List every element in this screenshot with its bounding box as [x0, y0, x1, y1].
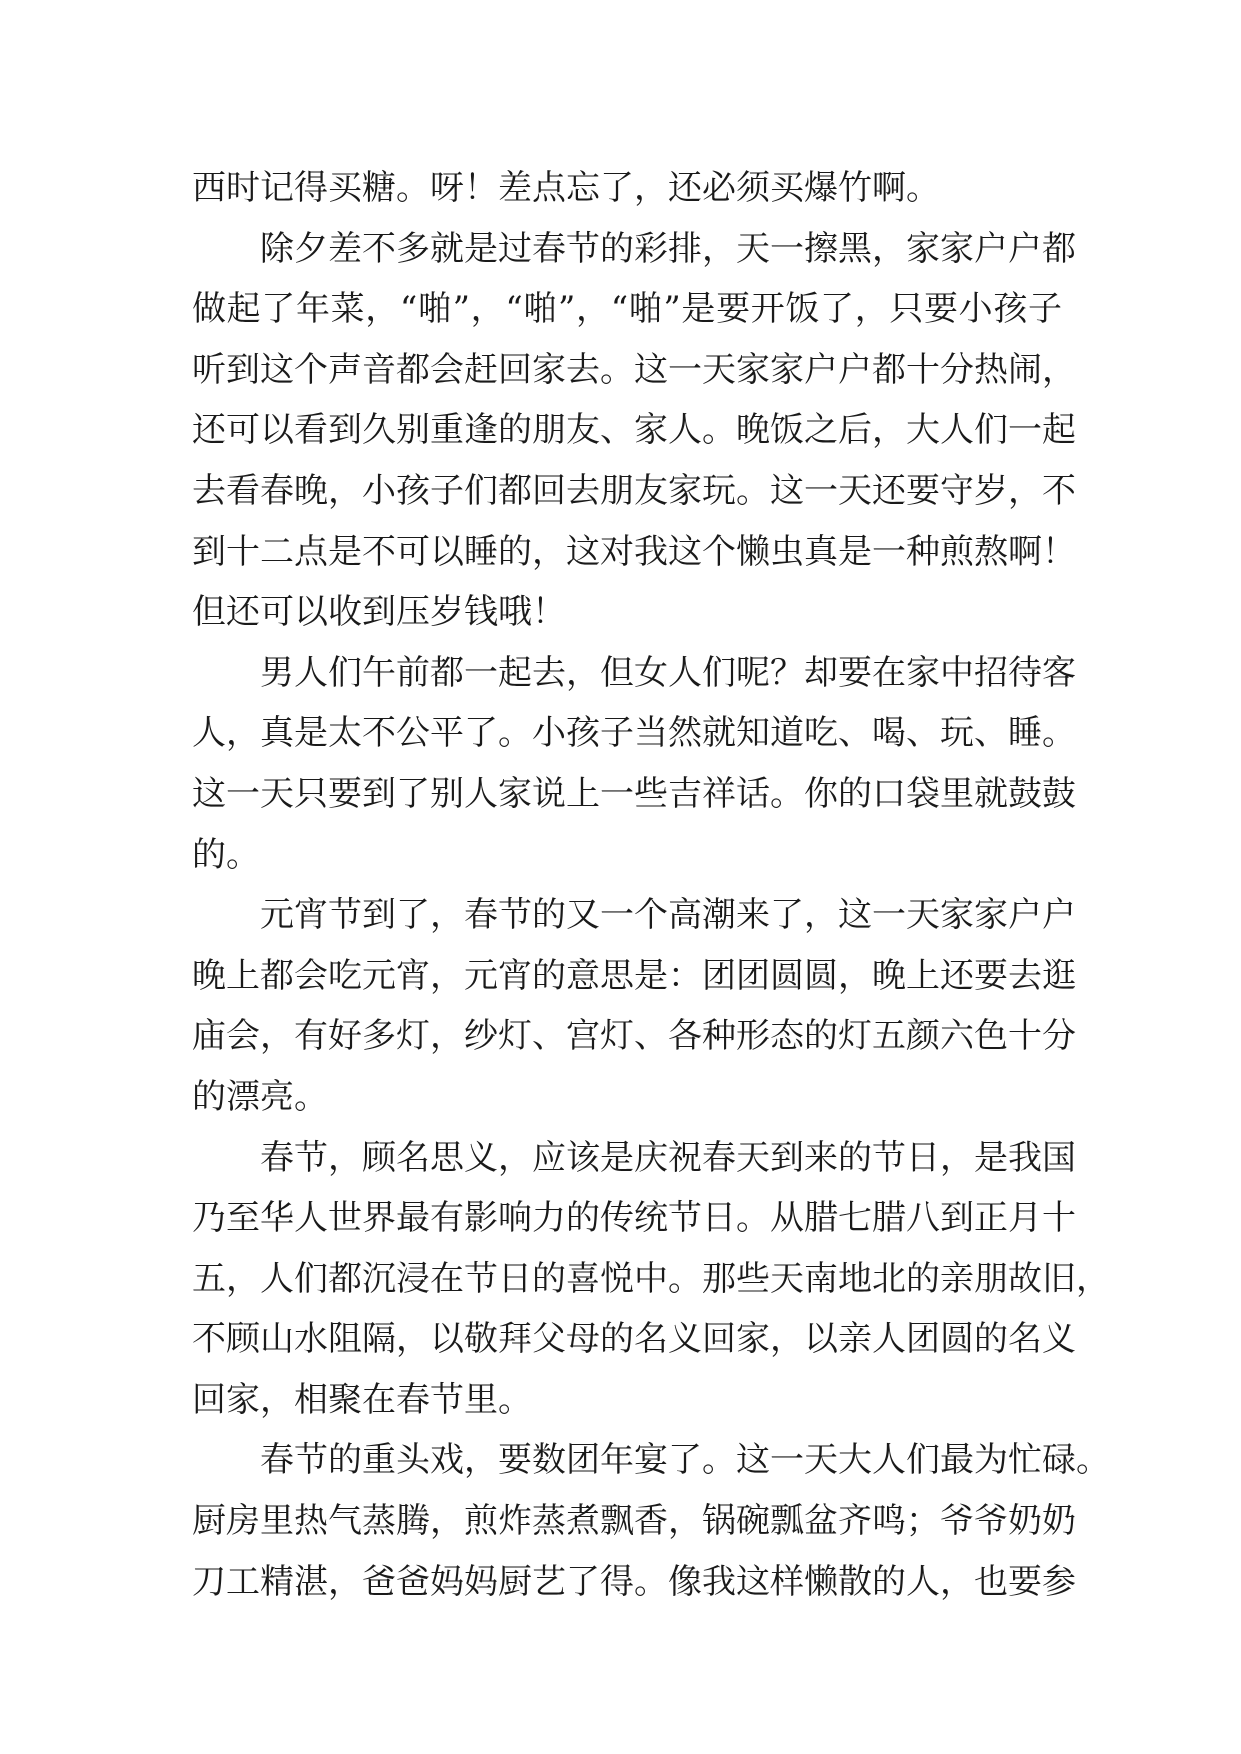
text-line: 的。 [192, 834, 260, 875]
text-line: 还可以看到久别重逢的朋友、家人。晚饭之后，大人们一起 [192, 410, 1076, 451]
paragraph-first-line: 男人们午前都一起去，但女人们呢？却要在家中招待客 [260, 652, 1076, 693]
text-line: 做起了年菜，“啪”，“啪”，“啪”是要开饭了，只要小孩子 [192, 289, 1062, 330]
text-line: 乃至华人世界最有影响力的传统节日。从腊七腊八到正月十 [192, 1198, 1076, 1239]
text-line: 不顾山水阻隔，以敬拜父母的名义回家，以亲人团圆的名义 [192, 1319, 1076, 1360]
text-line: 但还可以收到压岁钱哦！ [192, 592, 566, 633]
paragraph-first-line: 元宵节到了，春节的又一个高潮来了，这一天家家户户 [260, 895, 1076, 936]
text-line: 到十二点是不可以睡的，这对我这个懒虫真是一种煎熬啊！ [192, 531, 1076, 572]
text-line: 西时记得买糖。呀！差点忘了，还必须买爆竹啊。 [192, 168, 940, 208]
paragraph-first-line: 春节的重头戏，要数团年宴了。这一天大人们最为忙碌。 [260, 1440, 1110, 1481]
text-line: 的漂亮。 [192, 1076, 328, 1117]
text-line: 刀工精湛，爸爸妈妈厨艺了得。像我这样懒散的人，也要参 [192, 1561, 1076, 1602]
text-line: 庙会，有好多灯，纱灯、宫灯、各种形态的灯五颜六色十分 [192, 1016, 1076, 1057]
text-line: 这一天只要到了别人家说上一些吉祥话。你的口袋里就鼓鼓 [192, 773, 1076, 814]
text-line: 听到这个声音都会赶回家去。这一天家家户户都十分热闹， [192, 349, 1076, 390]
text-line: 五，人们都沉浸在节日的喜悦中。那些天南地北的亲朋故旧， [192, 1258, 1110, 1299]
text-line: 人，真是太不公平了。小孩子当然就知道吃、喝、玩、睡。 [192, 713, 1076, 754]
paragraph-first-line: 除夕差不多就是过春节的彩排，天一擦黑，家家户户都 [260, 228, 1076, 269]
text-line: 去看春晚，小孩子们都回去朋友家玩。这一天还要守岁，不 [192, 470, 1076, 511]
paragraph-first-line: 春节，顾名思义，应该是庆祝春天到来的节日，是我国 [260, 1137, 1076, 1178]
text-line: 回家，相聚在春节里。 [192, 1379, 532, 1420]
text-line: 厨房里热气蒸腾，煎炸蒸煮飘香，锅碗瓢盆齐鸣；爷爷奶奶 [192, 1501, 1076, 1542]
text-line: 晚上都会吃元宵，元宵的意思是：团团圆圆，晚上还要去逛 [192, 955, 1076, 996]
body-text [192, 158, 1110, 1612]
